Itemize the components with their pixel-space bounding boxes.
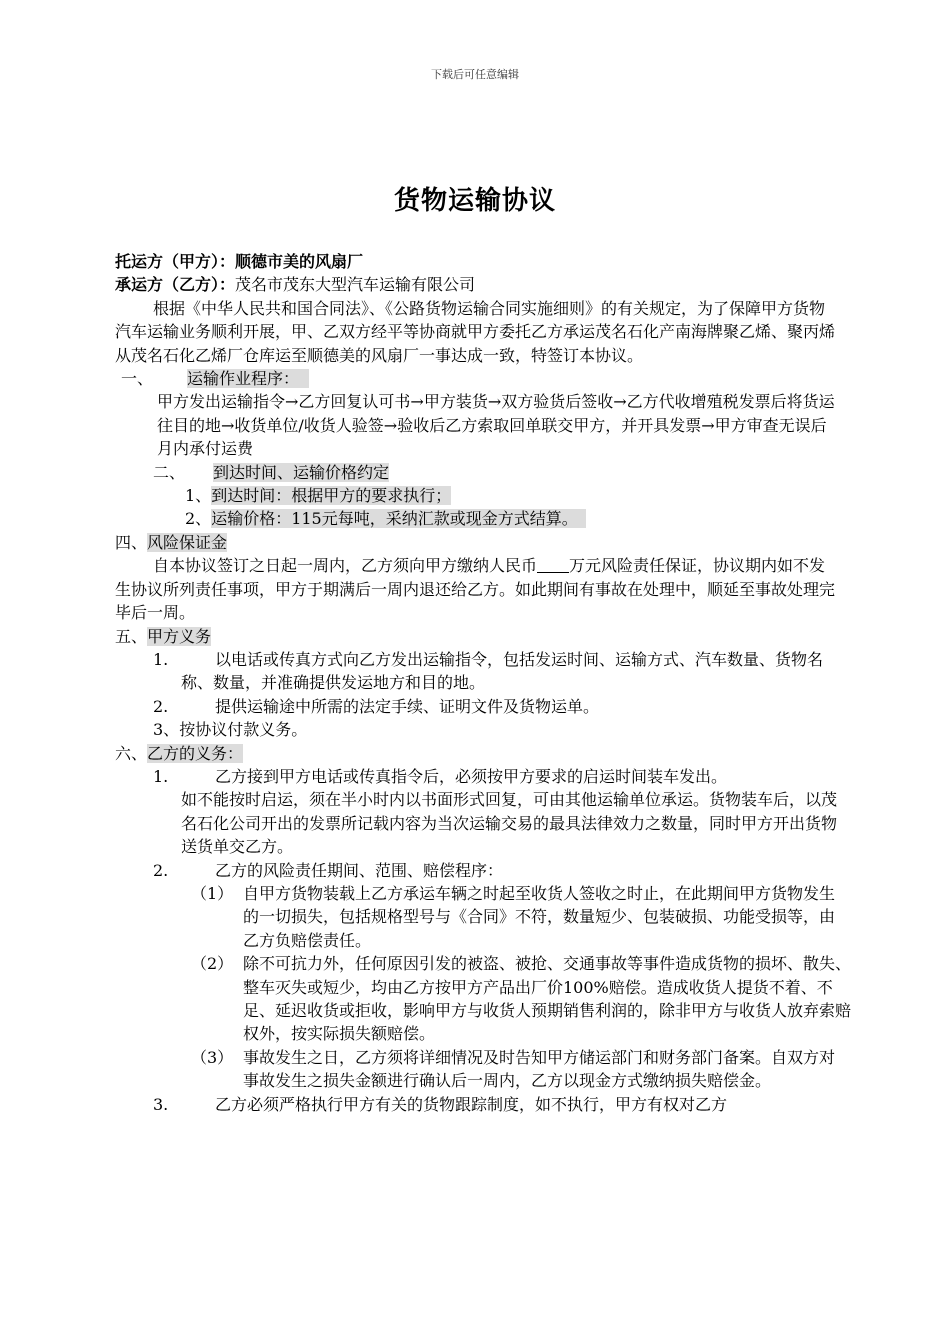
document-title: 货物运输协议: [393, 186, 556, 216]
section-6-item-1: [115, 765, 840, 859]
section-1-body: 甲方发出运输指令→乙方回复认可书→甲方装货→双方验货后签收→乙方代收增殖税发票后将货运往目的地→收货单位/收货人验签→验收后乙方索取回单联交甲方，并开具发票→甲方审查无误后月内承付运费: [157, 392, 835, 459]
section-5-item-2-number: 2.: [153, 696, 169, 716]
intro-paragraph: 根据《中华人民共和国合同法》、《公路货物运输合同实施细则》的有关规定，为了保障甲方货物汽车运输业务顺利开展，甲、乙双方经平等协商就甲方委托乙方承运茂名石化产南海牌聚乙烯、聚丙烯从茂名石化乙烯厂仓库运至顺德美的风扇厂一事达成一致，特签订本协议。: [115, 298, 836, 365]
section-5-item-2: [115, 695, 840, 718]
section-4-heading: [115, 531, 840, 554]
section-5-number: 五、: [115, 626, 148, 646]
party-a-name: 顺德市美的风扇厂: [235, 252, 364, 271]
section-5-item-1-number: 1.: [153, 649, 169, 669]
section-2-item-2-text: 运输价格：115元每吨，采纳汇款或现金方式结算。: [211, 509, 586, 528]
party-b-label: 承运方（乙方）：: [115, 275, 236, 295]
section-6-title: 乙方的义务：: [147, 743, 244, 763]
section-6-item-1-first: 乙方接到甲方电话或传真指令后，必须按甲方要求的启运时间装车发出。: [215, 766, 728, 786]
section-6-sub-1-number: （1）: [191, 883, 234, 903]
section-6-sub-2-number: （2）: [191, 954, 234, 974]
section-5-title: 甲方义务: [147, 626, 212, 646]
section-6-item-1-number: 1.: [153, 766, 169, 786]
section-2-item-2-number: 2、: [185, 509, 212, 529]
section-4-body: [115, 554, 840, 624]
section-6-sub-3-text: 事故发生之日，乙方须将详细情况及时告知甲方储运部门和财务部门备案。自双方对事故发生之损失金额进行确认后一周内，乙方以现金方式缴纳损失赔偿金。: [243, 1047, 836, 1091]
section-6-sub-1-text: 自甲方货物装载上乙方承运车辆之时起至收货人签收之时止，在此期间甲方货物发生的一切损失，包括规格型号与《合同》不符，数量短少、包装破损、功能受损等，由乙方负赔偿责任。: [243, 883, 836, 950]
section-6-item-1-rest: 如不能按时启运，须在半小时内以书面形式回复，可由其他运输单位承运。货物装车后，以茂名石化公司开出的发票所记载内容为当次运输交易的最具法律效力之数量，同时甲方开出货物送货单交乙方。: [181, 790, 838, 857]
section-1-title: 运输作业程序：: [187, 369, 309, 388]
section-5-heading: [115, 625, 840, 648]
section-6-sub-2: [115, 952, 852, 1046]
section-6-item-3-text: 乙方必须严格执行甲方有关的货物跟踪制度，如不执行，甲方有权对乙方: [215, 1094, 728, 1114]
party-a-line: [115, 250, 840, 273]
section-6-item-2-number: 2.: [153, 860, 169, 880]
section-6-sub-3: [115, 1046, 840, 1093]
section-6-number: 六、: [115, 743, 148, 763]
section-1-number: 一、: [121, 369, 154, 389]
section-4-body-before: 自本协议签订之日起一周内，乙方须向甲方缴纳人民币: [153, 556, 538, 576]
section-4-number: 四、: [115, 532, 148, 552]
section-5-item-1-text: 以电话或传真方式向乙方发出运输指令，包括发运时间、运输方式、汽车数量、货物名称、数量，并准确提供发运地方和目的地。: [181, 649, 824, 693]
section-2-item-1-text: 到达时间：根据甲方的要求执行；: [211, 486, 452, 506]
section-6-sub-2-text: 除不可抗力外，任何原因引发的被盗、被抢、交通事故等事件造成货物的损坏、散失、整车灭失或短少，均由乙方按甲方产品出厂价100%赔偿。造成收货人提货不着、不足、延迟收货或拒收，影响甲方与收货人预期销售利润的，除非甲方与收货人放弃索赔权外，按实际损失额赔偿。: [243, 954, 852, 1044]
document-body: [115, 250, 852, 1116]
section-6-item-2-text: 乙方的风险责任期间、范围、赔偿程序：: [215, 860, 504, 880]
section-6-sub-1: [115, 882, 840, 952]
section-6-sub-3-number: （3）: [191, 1047, 234, 1067]
header-note: 下载后可任意编辑: [431, 68, 519, 81]
amount-blank: [537, 556, 569, 573]
section-6-item-3-number: 3.: [153, 1094, 169, 1114]
party-b-name: 茂名市茂东大型汽车运输有限公司: [235, 275, 476, 295]
section-6-heading: [115, 742, 840, 765]
section-6-item-3: [115, 1093, 840, 1116]
section-2-number: 二、: [153, 462, 186, 482]
section-2-item-1: [115, 484, 840, 507]
party-b-line: [115, 273, 840, 296]
section-5-item-3-text: 按协议付款义务。: [179, 720, 308, 740]
section-5-item-2-text: 提供运输途中所需的法定手续、证明文件及货物运单。: [215, 696, 600, 716]
section-2-item-1-number: 1、: [185, 486, 212, 506]
section-2-title: 到达时间、运输价格约定: [213, 462, 390, 482]
section-6-item-2: [115, 859, 840, 882]
section-5-item-1: [115, 648, 840, 695]
party-a-label: 托运方（甲方）：: [115, 252, 236, 271]
section-2-heading: [115, 461, 840, 484]
section-5-item-3-number: 3、: [153, 720, 180, 740]
section-2-item-2: [115, 507, 840, 530]
section-4-title: 风险保证金: [147, 532, 228, 552]
section-5-item-3: [115, 718, 840, 741]
section-4-body-after: 万元风险责任保证，协议期内如不发生协议所列责任事项，甲方于期满后一周内退还给乙方。如此期间有事故在处理中，顺延至事故处理完毕后一周。: [115, 556, 836, 623]
section-1-heading: [115, 367, 840, 390]
